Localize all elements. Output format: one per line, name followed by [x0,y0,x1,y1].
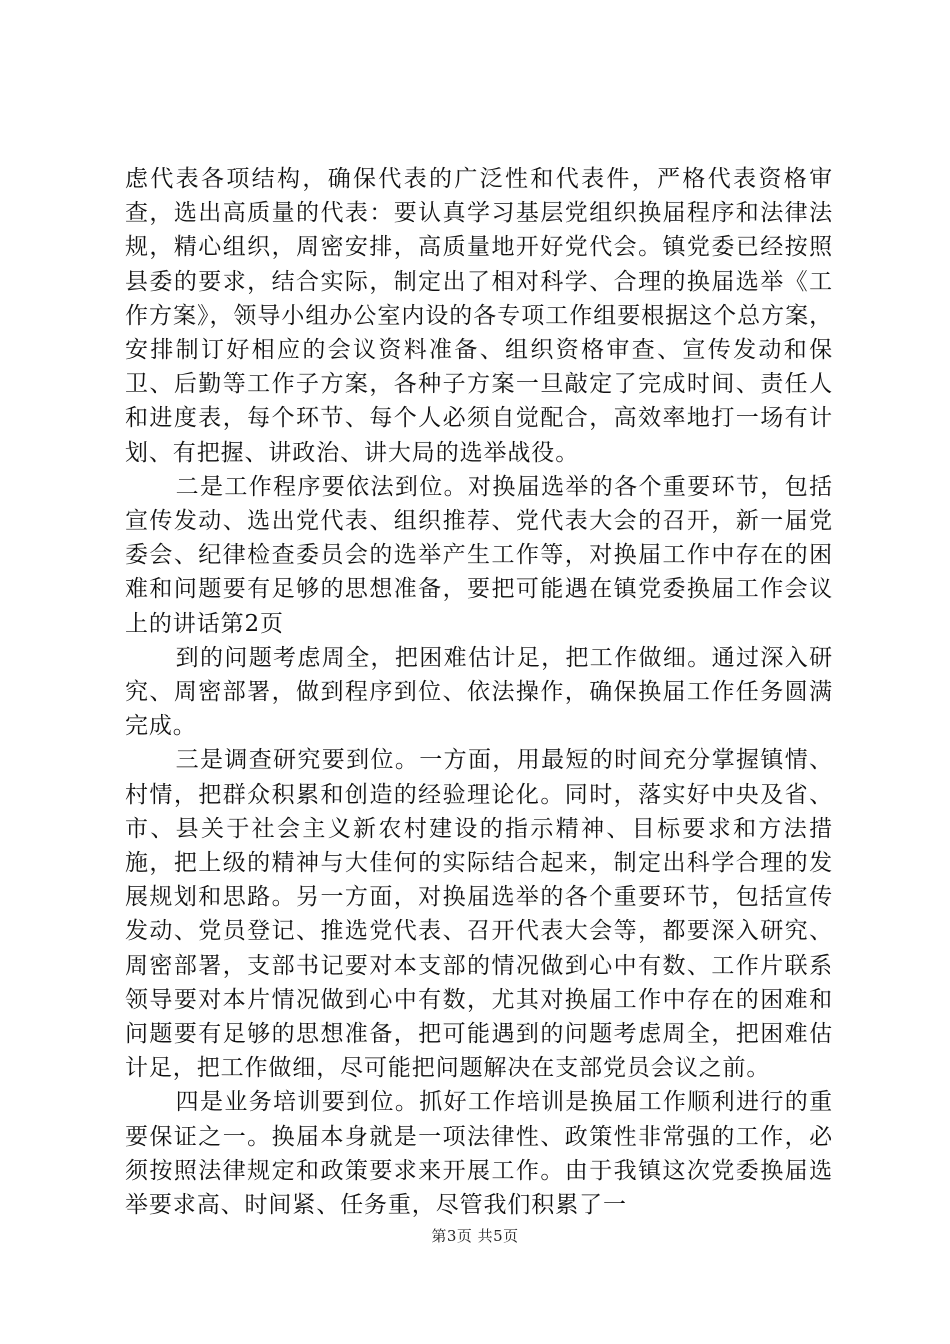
page-footer: 第3页 共5页 [431,1227,519,1245]
document-body [125,162,833,1222]
paragraph-3: 到的问题考虑周全，把困难估计足，把工作做细。通过深入研究、周密部署，做到程序到位、依法操作，确保换届工作任务圆满完成。 [125,644,833,740]
paragraph-2: 二是工作程序要依法到位。对换届选举的各个重要环节，包括宣传发动、选出党代表、组织推荐、党代表大会的召开，新一届党委会、纪律检查委员会的选举产生工作等，对换届工作中存在的困难和问题要有足够的思想准备，要把可能遇在镇党委换届工作会议上的讲话第2页 [125,473,833,637]
paragraph-1: 虑代表各项结构，确保代表的广泛性和代表件，严格代表资格审查，选出高质量的代表：要认真学习基层党组织换届程序和法律法规，精心组织，周密安排，高质量地开好党代会。镇党委已经按照县委的要求，结合实际，制定出了相对科学、合理的换届选举《工作方案》，领导小组办公室内设的各专项工作组要根据这个总方案，安排制订好相应的会议资料准备、组织资格审查、宣传发动和保卫、后勤等工作子方案，各种子方案一旦敲定了完成时间、责任人和进度表，每个环节、每个人必须自觉配合，高效率地打一场有计划、有把握、讲政治、讲大局的选举战役。 [125,166,833,466]
paragraph-4: 三是调查研究要到位。一方面，用最短的时间充分掌握镇情、村情，把群众积累和创造的经验理论化。同时，落实好中央及省、市、县关于社会主义新农村建设的指示精神、目标要求和方法措施，把上级的精神与大佳何的实际结合起来，制定出科学合理的发展规划和思路。另一方面，对换届选举的各个重要环节，包括宣传发动、党员登记、推选党代表、召开代表大会等，都要深入研究、周密部署，支部书记要对本支部的情况做到心中有数、工作片联系领导要对本片情况做到心中有数，尤其对换届工作中存在的困难和问题要有足够的思想准备，把可能遇到的问题考虑周全，把困难估计足，把工作做细，尽可能把问题解决在支部党员会议之前。 [125,747,833,1082]
paragraph-5: 四是业务培训要到位。抓好工作培训是换届工作顺利进行的重要保证之一。换届本身就是一项法律性、政策性非常强的工作，必须按照法律规定和政策要求来开展工作。由于我镇这次党委换届选举要求高、时间紧、任务重，尽管我们积累了一 [125,1089,833,1219]
